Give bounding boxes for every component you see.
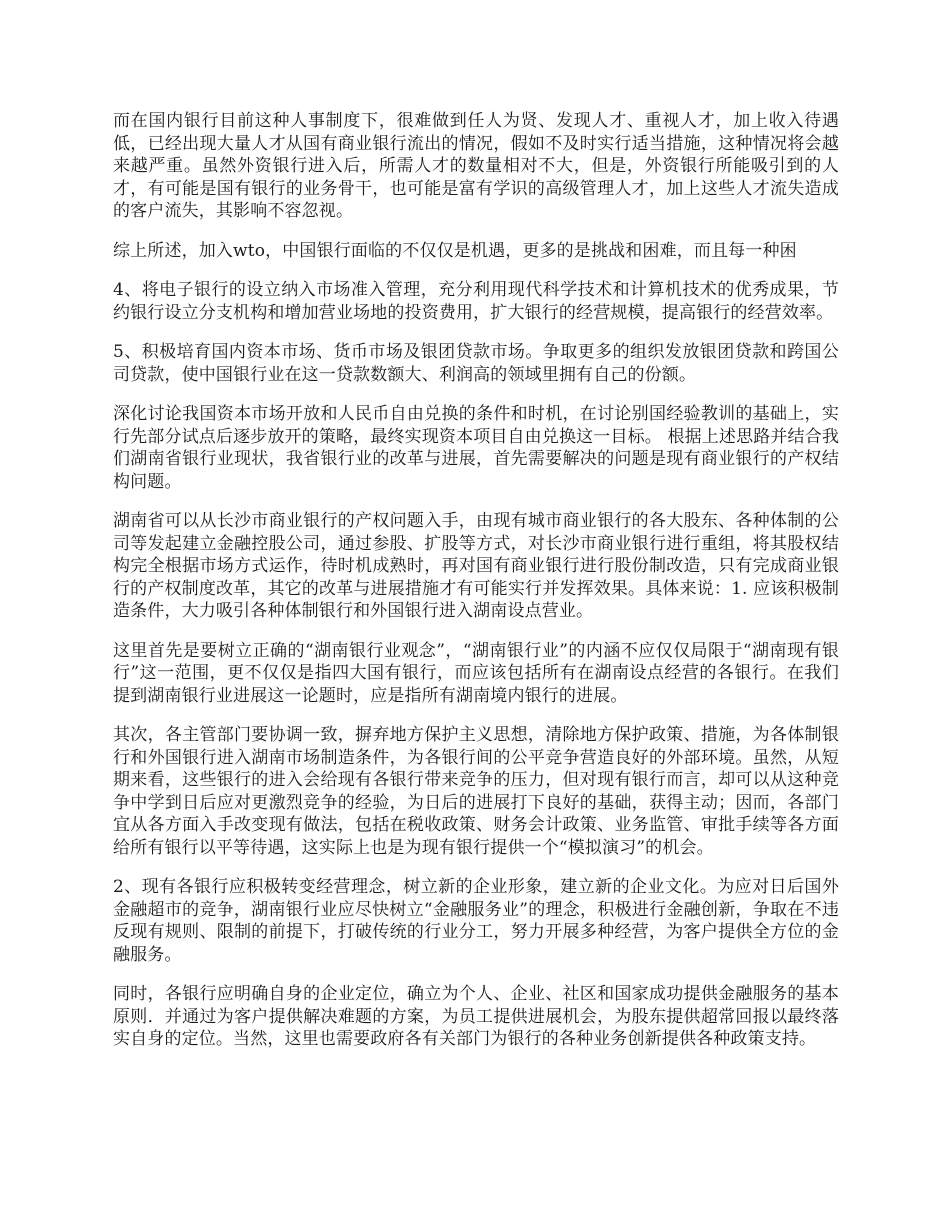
paragraph-positioning: 同时，各银行应明确自身的企业定位，确立为个人、企业、社区和国家成功提供金融服务的基本原则．并通过为客户提供解决难题的方案，为员工提供进展机会，为股东提供超常回报以最终落实自身的定位。当然，这里也需要政府各有关部门为银行的各种业务创新提供各种政策支持。 (113, 984, 839, 1049)
paragraph-coordination: 其次，各主管部门要协调一致，摒弃地方保护主义思想，清除地方保护政策、措施，为各体制银行和外国银行进入湖南市场制造条件，为各银行间的公平竞争营造良好的外部环境。虽然，从短期来看，这些银行的进入会给现有各银行带来竞争的压力，但对现有银行而言，却可以从这种竞争中学到日后应对更激烈竞争的经验，为日后的进展打下良好的基础，获得主动；因而，各部门宜从各方面入手改变现有做法，包括在税收政策、财务会计政策、业务监管、审批手续等各方面给所有银行以平等待遇，这实际上也是为现有银行提供一个“模拟演习”的机会。 (113, 725, 839, 858)
document-body (113, 110, 839, 1068)
paragraph-e-banking: 4、将电子银行的设立纳入市场准入管理，充分利用现代科学技术和计算机技术的优秀成果，节约银行设立分支机构和增加营业场地的投资费用，扩大银行的经营规模，提高银行的经营效率。 (113, 280, 839, 323)
paragraph-capital-markets: 5、积极培育国内资本市场、货币市场及银团贷款市场。争取更多的组织发放银团贷款和跨国公司贷款，使中国银行业在这一贷款数额大、利润高的领域里拥有自己的份额。 (113, 342, 839, 385)
paragraph-currency-convertibility: 深化讨论我国资本市场开放和人民币自由兑换的条件和时机，在讨论别国经验教训的基础上，实行先部分试点后逐步放开的策略，最终实现资本项目自由兑换这一目标。 根据上述思路并结合我们湖南省银行业现状，我省银行业的改革与进展，首先需要解决的问题是现有商业银行的产权结构问题。 (113, 404, 839, 492)
paragraph-business-philosophy: 2、现有各银行应积极转变经营理念，树立新的企业形象，建立新的企业文化。为应对日后国外金融超市的竞争，湖南银行业应尽快树立“金融服务业”的理念，积极进行金融创新，争取在不违反现有规则、限制的前提下，打破传统的行业分工，努力开展多种经营，为客户提供全方位的金融服务。 (113, 877, 839, 965)
paragraph-hunan-ownership: 湖南省可以从长沙市商业银行的产权问题入手，由现有城市商业银行的各大股东、各种体制的公司等发起建立金融控股公司，通过参股、扩股等方式，对长沙市商业银行进行重组，将其股权结构完全根据市场方式运作，待时机成熟时，再对国有商业银行进行股份制改造，只有完成商业银行的产权制度改革，其它的改革与进展措施才有可能实行并发挥效果。具体来说：1. 应该积极制造条件，大力吸引各种体制银行和外国银行进入湖南设点营业。 (113, 511, 839, 621)
paragraph-talent-drain: 而在国内银行目前这种人事制度下，很难做到任人为贤、发现人才、重视人才，加上收入待遇低，已经出现大量人才从国有商业银行流出的情况，假如不及时实行适当措施，这种情况将会越来越严重。虽然外资银行进入后，所需人才的数量相对不大，但是，外资银行所能吸引到的人才，有可能是国有银行的业务骨干，也可能是富有学识的高级管理人才，加上这些人才流失造成的客户流失，其影响不容忽视。 (113, 111, 839, 221)
paragraph-hunan-banking-concept: 这里首先是要树立正确的“湖南银行业观念”，“湖南银行业”的内涵不应仅仅局限于“湖南现有银行”这一范围，更不仅仅是指四大国有银行，而应该包括所有在湖南设点经营的各银行。在我们提到湖南银行业进展这一论题时，应是指所有湖南境内银行的进展。 (113, 640, 839, 706)
paragraph-wto-summary: 综上所述，加入wto，中国银行面临的不仅仅是机遇，更多的是挑战和困难，而且每一种困 (113, 240, 797, 261)
